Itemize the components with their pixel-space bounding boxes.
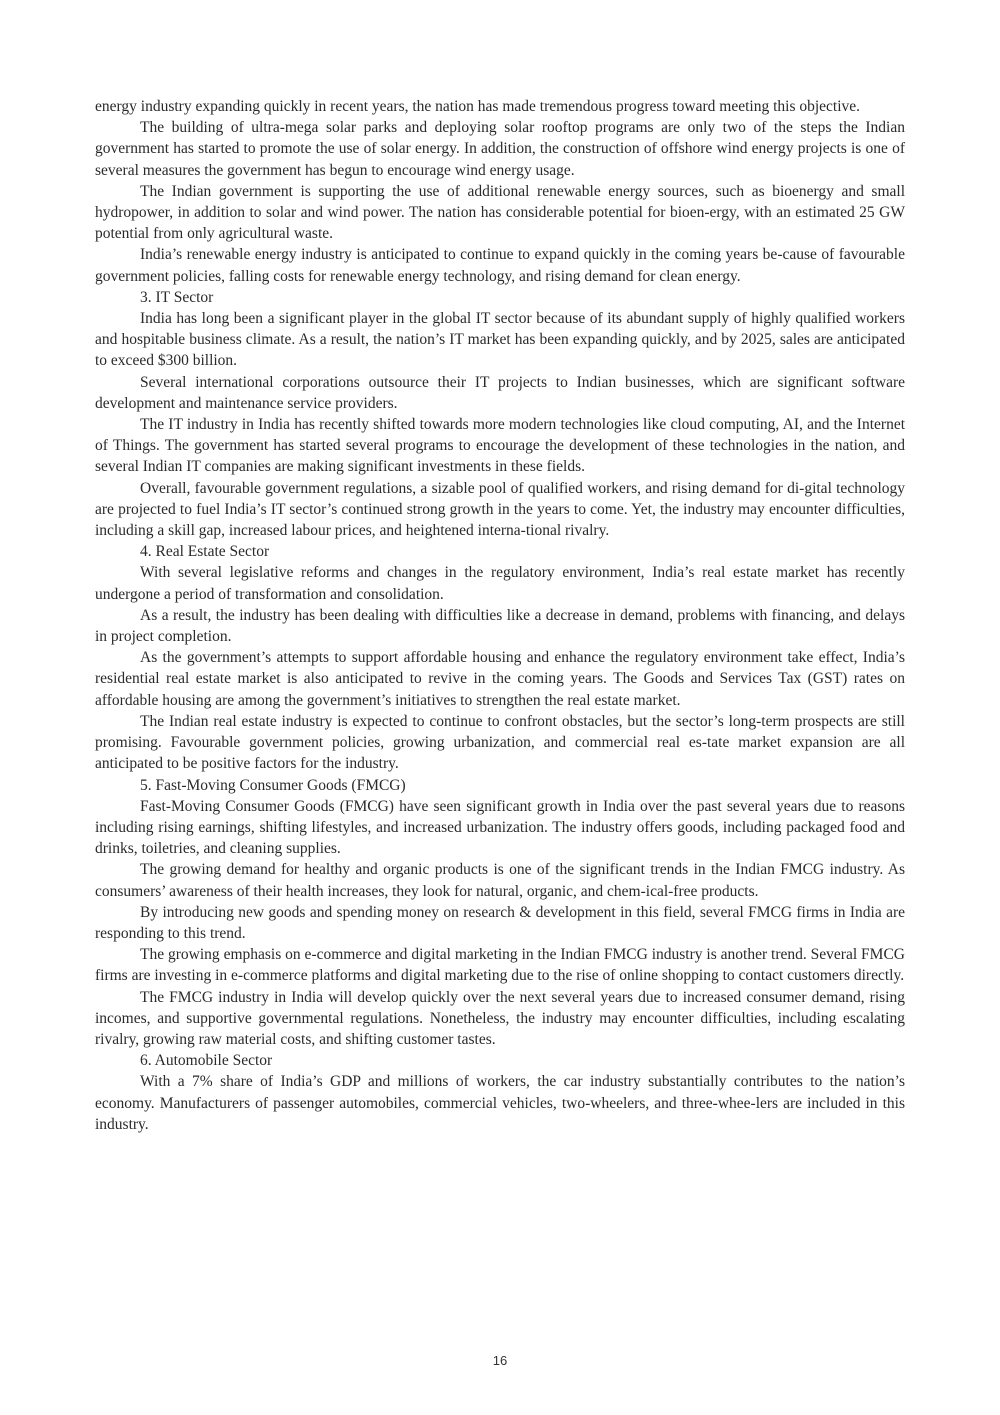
paragraph-real-estate-housing: As the government’s attempts to support affordable housing and enhance the regulatory environment take effect, India’s residential real estate market is also anticipated to revive in the coming years. The Goods and Services Tax (GST) rates on affordable housing are among the government’s initiatives to strengthen the real estate market. (95, 649, 905, 709)
paragraph-automobile-overview: With a 7% share of India’s GDP and millions of workers, the car industry substantially contributes to the nation’s economy. Manufacturers of passenger automobiles, commercial vehicles, two-wheelers, and three-whee-lers are included in this industry. (95, 1073, 905, 1133)
page-number: 16 (492, 1353, 508, 1368)
paragraph-it-outsourcing: Several international corporations outsource their IT projects to Indian businesses, which are significant software development and maintenance service providers. (95, 373, 905, 412)
paragraph-fmcg-ecommerce: The growing emphasis on e-commerce and digital marketing in the Indian FMCG industry is another trend. Several FMCG firms are investing in e-commerce platforms and digital marketing due to the rise of online shopping to contact customers directly. (95, 946, 905, 985)
paragraph-real-estate-reforms: With several legislative reforms and changes in the regulatory environment, India’s real estate market has recently undergone a period of transformation and consolidation. (95, 564, 905, 603)
paragraph-it-overview: India has long been a significant player in the global IT sector because of its abundant supply of highly qualified workers and hospitable business climate. As a result, the nation’s IT market has been expanding quickly, and by 2025, sales are anticipated to exceed $300 billion. (95, 310, 905, 370)
paragraph-continued: energy industry expanding quickly in recent years, the nation has made tremendous progress toward meeting this objective. (95, 98, 861, 115)
paragraph-fmcg-rnd: By introducing new goods and spending money on research & development in this field, several FMCG firms in India are responding to this trend. (95, 903, 905, 942)
paragraph-fmcg-organic: The growing demand for healthy and organic products is one of the significant trends in the Indian FMCG industry. As consumers’ awareness of their health increases, they look for natural, organic, and chem-ical-free products. (95, 861, 905, 900)
paragraph-renewable-outlook: India’s renewable energy industry is anticipated to continue to expand quickly in the coming years be-cause of favourable government policies, falling costs for renewable energy technology, and rising demand for clean energy. (95, 246, 905, 285)
paragraph-other-renewables: The Indian government is supporting the use of additional renewable energy sources, such as bioenergy and small hydropower, in addition to solar and wind power. The nation has considerable potential for bioen-ergy, with an estimated 25 GW potential from only agricultural waste. (95, 182, 905, 243)
section-heading-it: 3. IT Sector (140, 288, 214, 306)
paragraph-real-estate-difficulties: As a result, the industry has been dealing with difficulties like a decrease in demand, problems with financing, and delays in project completion. (95, 606, 905, 646)
section-heading-fmcg: 5. Fast-Moving Consumer Goods (FMCG) (140, 776, 406, 794)
page-body (95, 96, 905, 1135)
paragraph-fmcg-outlook: The FMCG industry in India will develop quickly over the next several years due to increased consumer demand, rising incomes, and supportive governmental regulations. Nonetheless, the industry may encounter difficulties, including escalating rivalry, growing raw material costs, and shifting customer tastes. (95, 988, 905, 1048)
section-heading-real-estate: 4. Real Estate Sector (140, 543, 270, 561)
paragraph-fmcg-growth: Fast-Moving Consumer Goods (FMCG) have seen significant growth in India over the past several years due to reasons including rising earnings, shifting lifestyles, and increased urbanization. The industry offers goods, including packaged food and drinks, toiletries, and cleaning supplies. (95, 797, 905, 858)
section-heading-automobile: 6. Automobile Sector (140, 1052, 273, 1070)
paragraph-solar-programs: The building of ultra-mega solar parks and deploying solar rooftop programs are only two of the steps the Indian government has started to promote the use of solar energy. In addition, the construction of offshore wind energy projects is one of several measures the government has begun to encourage wind energy usage. (95, 119, 905, 179)
paragraph-it-outlook: Overall, favourable government regulations, a sizable pool of qualified workers, and rising demand for di-gital technology are projected to fuel India’s IT sector’s continued strong growth in the years to come. Yet, the industry may encounter difficulties, including a skill gap, increased labour prices, and heightened interna-tional rivalry. (95, 479, 905, 540)
paragraph-it-technologies: The IT industry in India has recently shifted towards more modern technologies like cloud computing, AI, and the Internet of Things. The government has started several programs to encourage the development of these technologies in the nation, and several Indian IT companies are making significant investments in these fields. (95, 416, 905, 476)
paragraph-real-estate-outlook: The Indian real estate industry is expected to continue to confront obstacles, but the sector’s long-term prospects are still promising. Favourable government policies, growing urbanization, and commercial real es-tate market expansion are all anticipated to be positive factors for the industry. (95, 712, 905, 773)
